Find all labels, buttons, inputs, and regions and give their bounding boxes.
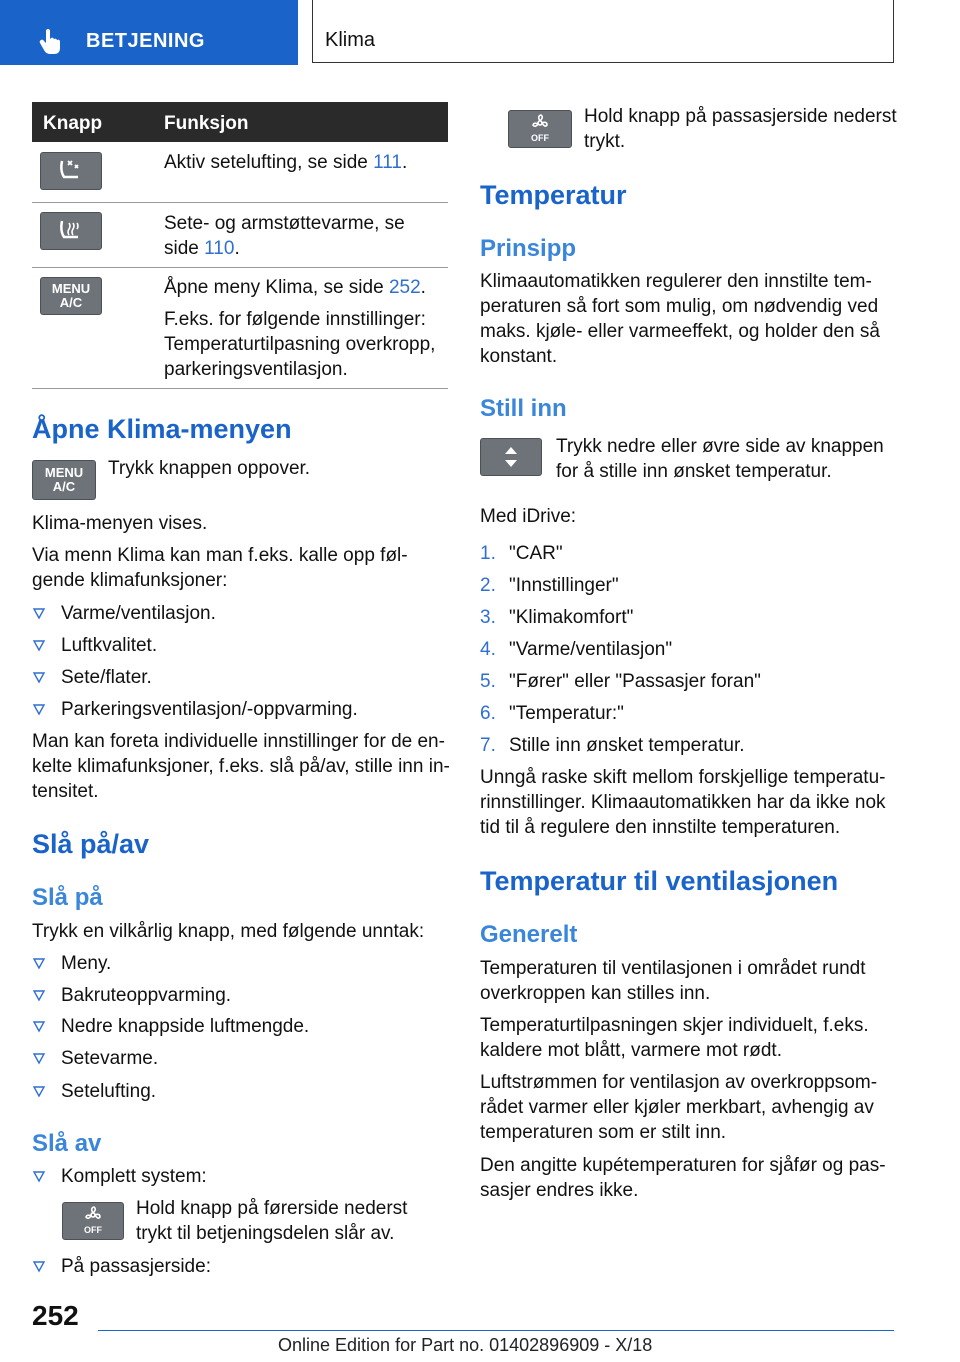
page-number: 252 [32, 1300, 79, 1331]
heading-on: Slå på [32, 884, 103, 911]
edition-text: Online Edition for Part no. 01402896909 - X/18 [278, 1335, 653, 1355]
triangle-bullet-icon [32, 638, 46, 652]
seat-heating-icon [40, 212, 102, 250]
triangle-bullet-icon [32, 1169, 46, 1183]
table-header [32, 102, 448, 142]
table-divider [32, 388, 448, 389]
triangle-bullet-icon [32, 670, 46, 684]
col-button-header: Knapp [43, 113, 103, 134]
triangle-bullet-icon [32, 1019, 46, 1033]
heading-set: Still inn [480, 395, 567, 422]
subsection-tab [312, 0, 894, 63]
para-menu-shown: Klima-menyen vises. [32, 513, 208, 534]
off-passenger-text: Hold knapp på passasjerside nederst trykt. [584, 106, 897, 152]
principle-text: Klimaautomatikken regulerer den innstilte tem- peraturen så fort som mulig, om nødvendig ved maks. kjøle- eller varmeeffekt, og holder den så konstant. [480, 271, 880, 367]
page-link-111[interactable]: 111 [373, 152, 402, 173]
page-link-252[interactable]: 252 [388, 277, 421, 298]
general-para-4: Den angitte kupétemperaturen for sjåfør og pas- sasjer endres ikke. [480, 1155, 886, 1201]
subsection-title: Klima [325, 29, 376, 51]
section-title: BETJENING [86, 30, 205, 52]
triangle-bullet-icon [32, 702, 46, 716]
footer-divider [98, 1330, 894, 1331]
general-para-3: Luftstrømmen for ventilasjon av overkroppsom- rådet varmer eller kjøler merkbart, avhengig av temperaturen som er stilt inn. [480, 1072, 878, 1143]
general-para-2: Temperaturtilpasningen skjer individuelt, f.eks. kaldere mot blått, varmere mot rødt. [480, 1015, 869, 1061]
fan-off-icon [508, 110, 572, 148]
section-tab [0, 0, 298, 65]
set-text: Trykk nedre eller øvre side av knappen for å stille inn ønsket temperatur. [556, 436, 884, 482]
heading-off: Slå av [32, 1130, 102, 1157]
para-individual-settings: Man kan foreta individuelle innstillinger for de en- kelte klimafunksjoner, f.eks. slå på/av, stille inn in- tensitet. [32, 731, 450, 802]
table-row-3-text: Åpne meny Klima, se side 252. F.eks. for følgende innstillinger: Temperaturtilpasning overkropp, parkeringsventilasjon. [164, 277, 436, 380]
col-function-header: Funksjon [164, 113, 249, 134]
triangle-bullet-icon [32, 606, 46, 620]
triangle-bullet-icon [32, 1259, 46, 1273]
table-row-2-text: Sete- og armstøttevarme, se side 110. [164, 213, 405, 259]
heading-temperature: Temperatur [480, 180, 627, 210]
triangle-bullet-icon [32, 1084, 46, 1098]
open-text: Trykk knappen oppover. [108, 458, 311, 479]
menu-ac-icon: MENU A/C [32, 460, 96, 500]
heading-on-off: Slå på/av [32, 829, 150, 859]
up-down-rocker-icon [480, 438, 542, 476]
seat-ventilation-icon [40, 152, 102, 190]
hand-pointer-icon [36, 26, 66, 56]
svg-text:OFF: OFF [531, 133, 549, 143]
triangle-bullet-icon [32, 988, 46, 1002]
avoid-text: Unngå raske skift mellom forskjellige temperatu- rinnstillinger. Klimaautomatikken har da ikke nok tid til å regulere den innstilte temperaturen. [480, 767, 886, 838]
heading-general: Generelt [480, 921, 578, 948]
heading-open-climate-menu: Åpne Klima-menyen [32, 414, 292, 444]
fan-off-icon [62, 1202, 124, 1240]
triangle-bullet-icon [32, 956, 46, 970]
para-functions-intro: Via menn Klima kan man f.eks. kalle opp føl- gende klimafunksjoner: [32, 545, 408, 591]
off-driver-text: Hold knapp på førerside nederst trykt til betjeningsdelen slår av. [136, 1198, 408, 1244]
menu-ac-icon: MENU A/C [40, 277, 102, 315]
heading-vent-temperature: Temperatur til ventilasjonen [480, 866, 839, 896]
heading-principle: Prinsipp [480, 235, 577, 262]
table-row-1-text: Aktiv setelufting, se side 111. [164, 152, 408, 173]
triangle-bullet-icon [32, 1051, 46, 1065]
svg-text:OFF: OFF [84, 1225, 102, 1235]
on-text: Trykk en vilkårlig knapp, med følgende unntak: [32, 921, 425, 942]
idrive-label: Med iDrive: [480, 506, 577, 527]
table-divider [32, 202, 448, 203]
page-link-110[interactable]: 110 [204, 238, 235, 259]
table-divider [32, 267, 448, 268]
general-para-1: Temperaturen til ventilasjonen i området rundt overkroppen kan stilles inn. [480, 958, 866, 1004]
